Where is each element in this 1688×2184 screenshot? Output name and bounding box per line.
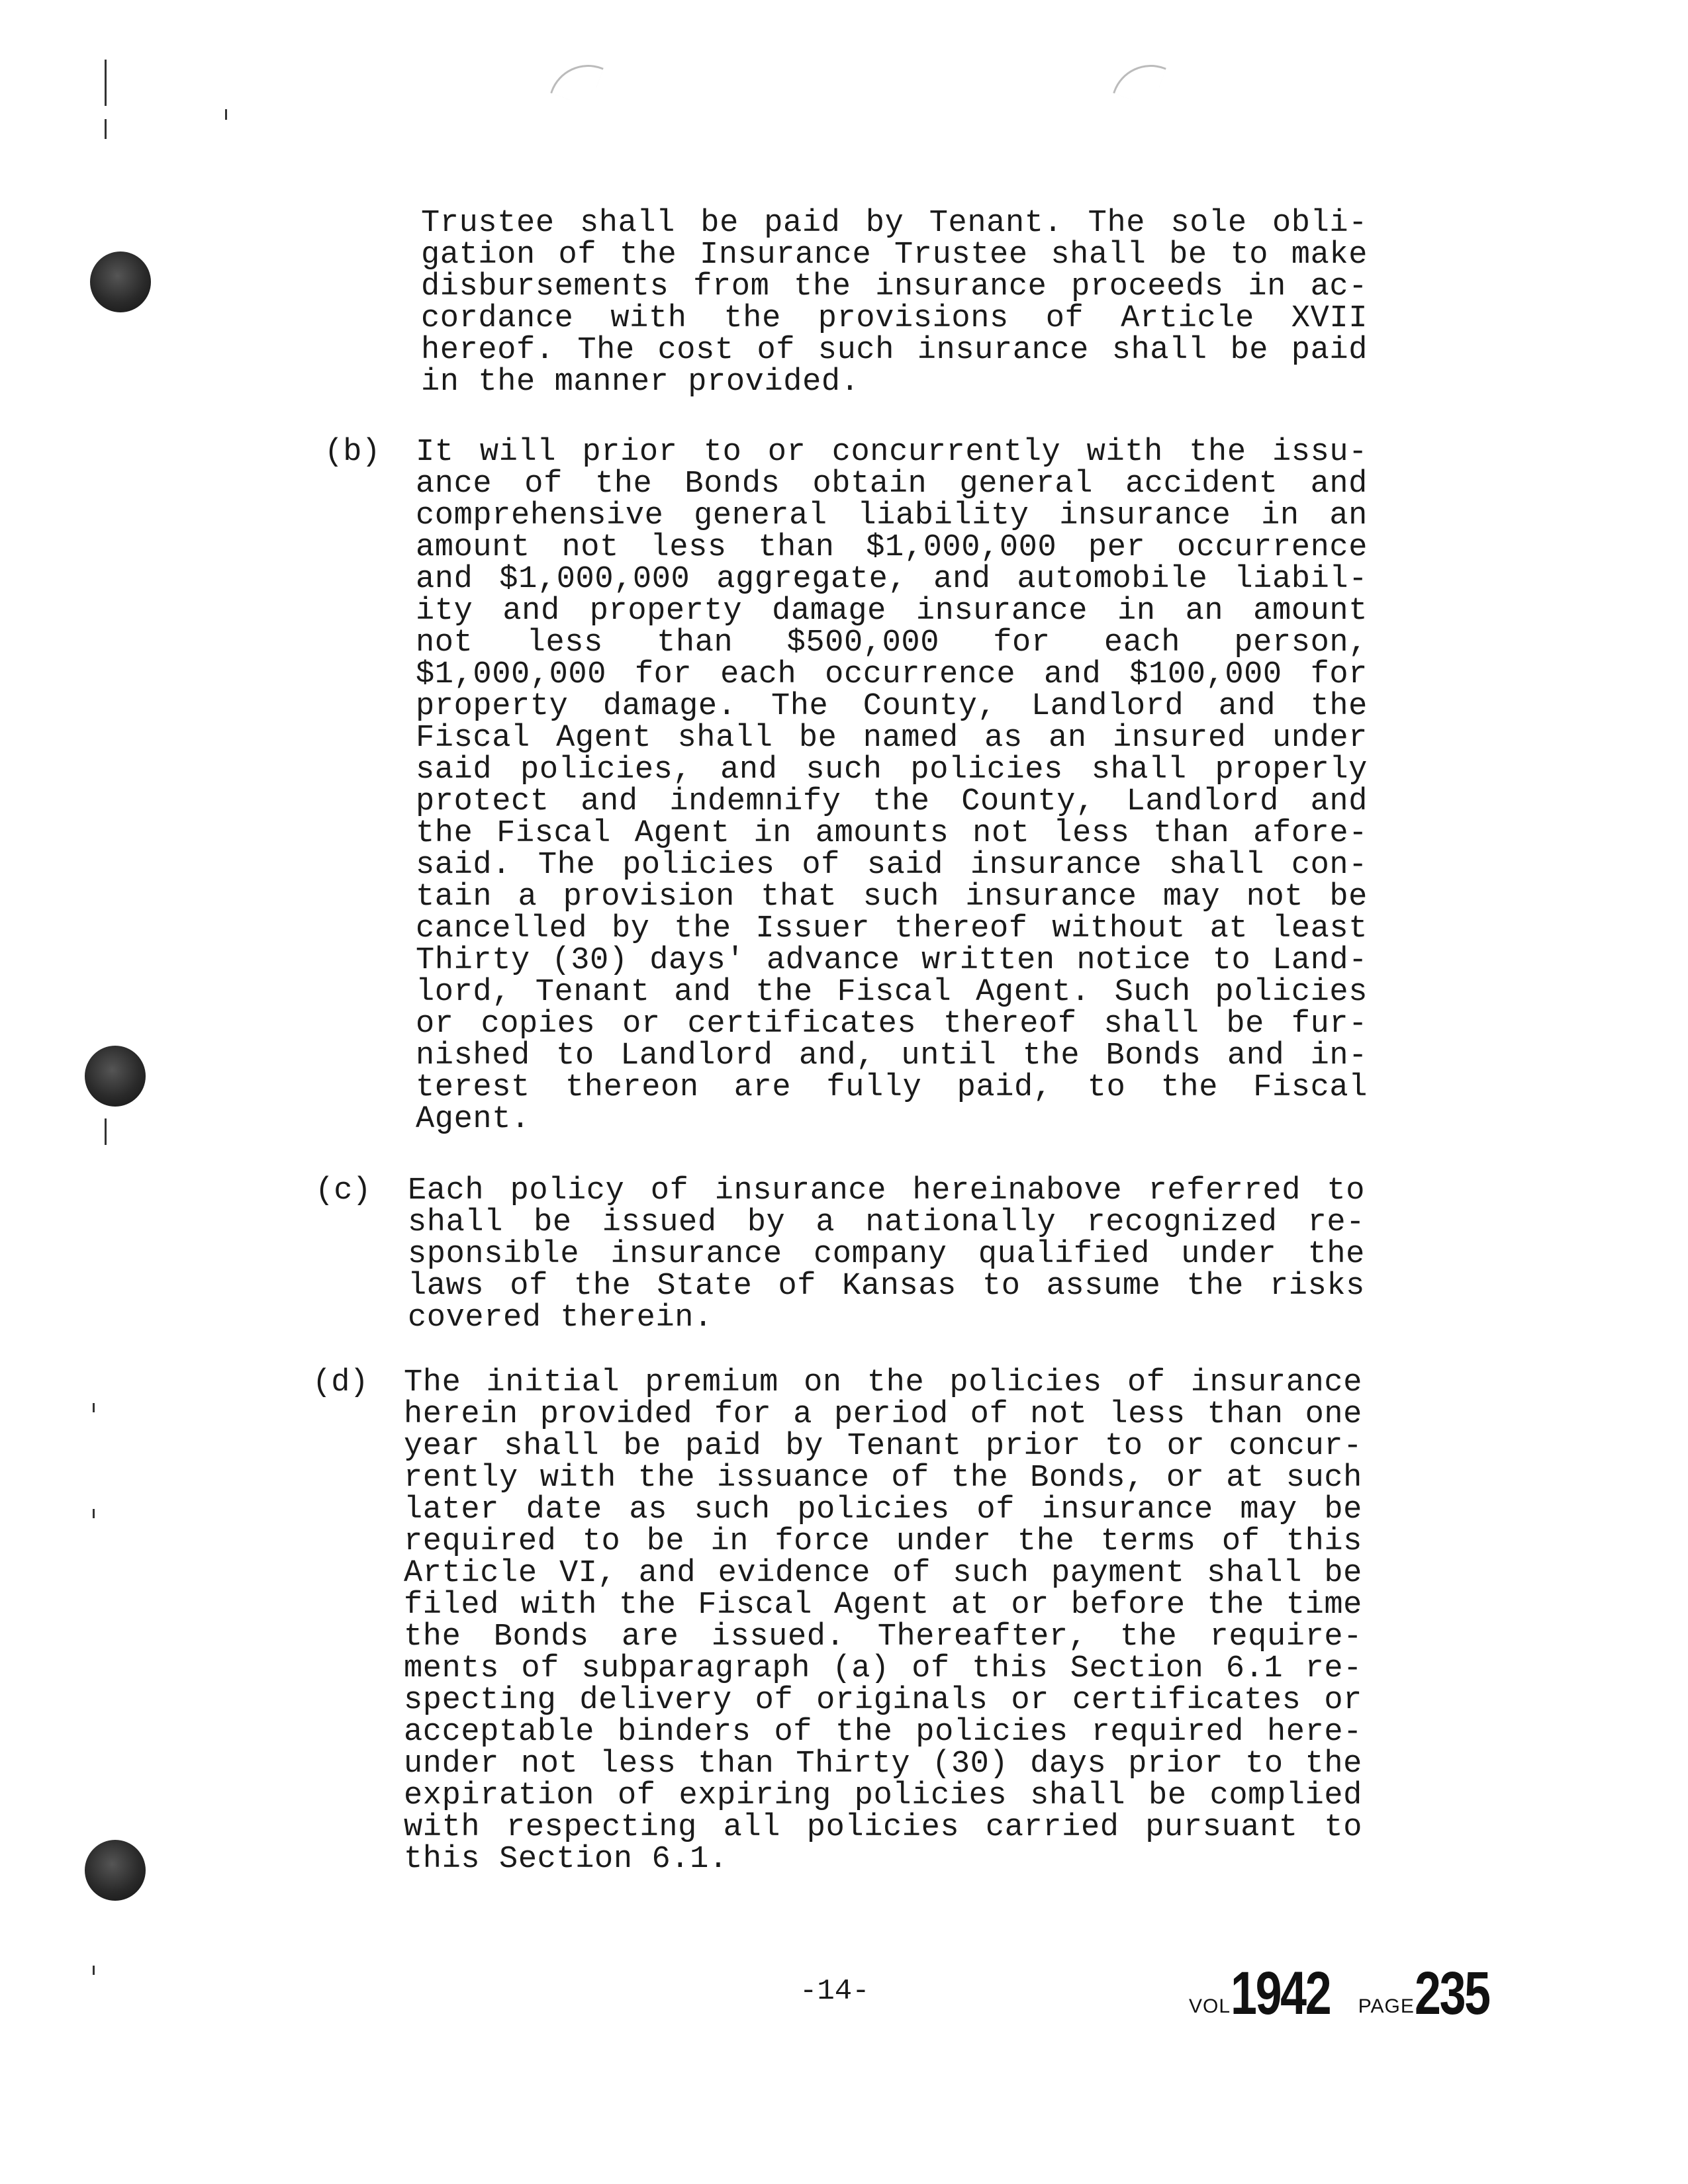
stamp-vol-label: VOL <box>1189 1995 1231 2017</box>
text-line: ance of the Bonds obtain general accident and <box>416 467 1368 502</box>
scan-mark <box>93 1966 95 1975</box>
text-line: gation of the Insurance Trustee shall be to make <box>421 238 1368 273</box>
paragraph-b <box>416 437 1368 1136</box>
text-line: herein provided for a period of not less than one <box>404 1397 1362 1432</box>
scan-mark <box>225 109 227 120</box>
text-line: rently with the issuance of the Bonds, or at such <box>404 1461 1362 1496</box>
text-line: hereof. The cost of such insurance shall be paid <box>421 333 1368 368</box>
text-line: said policies, and such policies shall properly <box>416 752 1368 788</box>
text-line: It will prior to or concurrently with the issu- <box>416 435 1368 470</box>
scan-mark <box>93 1509 95 1518</box>
text-line: said. The policies of said insurance shall con- <box>416 848 1368 883</box>
text-line: Thirty (30) days' advance written notice to Land- <box>416 943 1368 978</box>
text-line: property damage. The County, Landlord and the <box>416 689 1368 724</box>
text-line: or copies or certificates thereof shall be fur- <box>416 1007 1368 1042</box>
text-line: amount not less than $1,000,000 per occurrence <box>416 530 1368 565</box>
text-line: cordance with the provisions of Article XVII <box>421 301 1368 336</box>
text-line: Trustee shall be paid by Tenant. The sole obli- <box>421 206 1368 241</box>
text-line: with respecting all policies carried pursuant to <box>404 1810 1362 1845</box>
text-line: ments of subparagraph (a) of this Section 6.1 re- <box>404 1651 1362 1686</box>
stamp-vol-number: 1942 <box>1231 1960 1331 2027</box>
text-line: this Section 6.1. <box>404 1842 728 1877</box>
paragraph-b-label: (b) <box>324 435 381 470</box>
scan-arc-mark <box>1113 54 1166 107</box>
text-line: tain a provision that such insurance may not be <box>416 880 1368 915</box>
paragraph-d <box>404 1367 1362 1876</box>
text-line: acceptable binders of the policies required here- <box>404 1715 1362 1750</box>
scan-mark <box>105 119 107 139</box>
text-line: under not less than Thirty (30) days prior to the <box>404 1747 1362 1782</box>
paragraph-c <box>408 1175 1365 1334</box>
text-line: year shall be paid by Tenant prior to or concur- <box>404 1429 1362 1464</box>
text-line: nished to Landlord and, until the Bonds and in- <box>416 1038 1368 1073</box>
punch-hole-top <box>90 251 151 312</box>
punch-hole-bottom <box>85 1840 146 1901</box>
text-line: specting delivery of originals or certificates or <box>404 1683 1362 1718</box>
text-line: terest thereon are fully paid, to the Fiscal <box>416 1070 1368 1105</box>
text-line: The initial premium on the policies of insurance <box>404 1365 1362 1400</box>
text-line: $1,000,000 for each occurrence and $100,000 for <box>416 657 1368 692</box>
text-line: protect and indemnify the County, Landlord and <box>416 784 1368 819</box>
stamp-page-number: 235 <box>1414 1960 1489 2027</box>
scan-mark <box>105 1118 107 1145</box>
page-number: -14- <box>800 1975 870 2008</box>
text-line: disbursements from the insurance proceeds in ac- <box>421 269 1368 304</box>
text-line: Each policy of insurance hereinabove referred to <box>408 1173 1365 1208</box>
paragraph-a-continuation <box>421 208 1368 398</box>
text-line: lord, Tenant and the Fiscal Agent. Such policies <box>416 975 1368 1010</box>
text-line: covered therein. <box>408 1300 713 1336</box>
scan-mark <box>93 1403 95 1412</box>
stamp-page-label: PAGE <box>1358 1995 1415 2017</box>
text-line: Article VI, and evidence of such payment shall be <box>404 1556 1362 1591</box>
text-line: and $1,000,000 aggregate, and automobile liabil- <box>416 562 1368 597</box>
scan-mark <box>105 60 107 106</box>
text-line: cancelled by the Issuer thereof without at least <box>416 911 1368 946</box>
text-line: not less than $500,000 for each person, <box>416 625 1368 660</box>
text-line: the Fiscal Agent in amounts not less than afore- <box>416 816 1368 851</box>
text-line: later date as such policies of insurance may be <box>404 1492 1362 1527</box>
text-line: comprehensive general liability insurance in an <box>416 498 1368 533</box>
paragraph-d-label: (d) <box>312 1365 369 1400</box>
text-line: Fiscal Agent shall be named as an insured under <box>416 721 1368 756</box>
text-line: required to be in force under the terms of this <box>404 1524 1362 1559</box>
text-line: laws of the State of Kansas to assume the risks <box>408 1269 1365 1304</box>
text-line: the Bonds are issued. Thereafter, the require- <box>404 1619 1362 1655</box>
text-line: filed with the Fiscal Agent at or before the time <box>404 1588 1362 1623</box>
book-page-stamp <box>1189 1959 1510 2028</box>
text-line: Agent. <box>416 1102 530 1137</box>
text-line: in the manner provided. <box>421 365 860 400</box>
text-line: expiration of expiring policies shall be complied <box>404 1778 1362 1813</box>
text-line: ity and property damage insurance in an amount <box>416 594 1368 629</box>
paragraph-c-label: (c) <box>315 1173 371 1208</box>
punch-hole-middle <box>85 1046 146 1107</box>
text-line: sponsible insurance company qualified under the <box>408 1237 1365 1272</box>
text-line: shall be issued by a nationally recognized re- <box>408 1205 1365 1240</box>
scan-arc-mark <box>550 54 604 107</box>
